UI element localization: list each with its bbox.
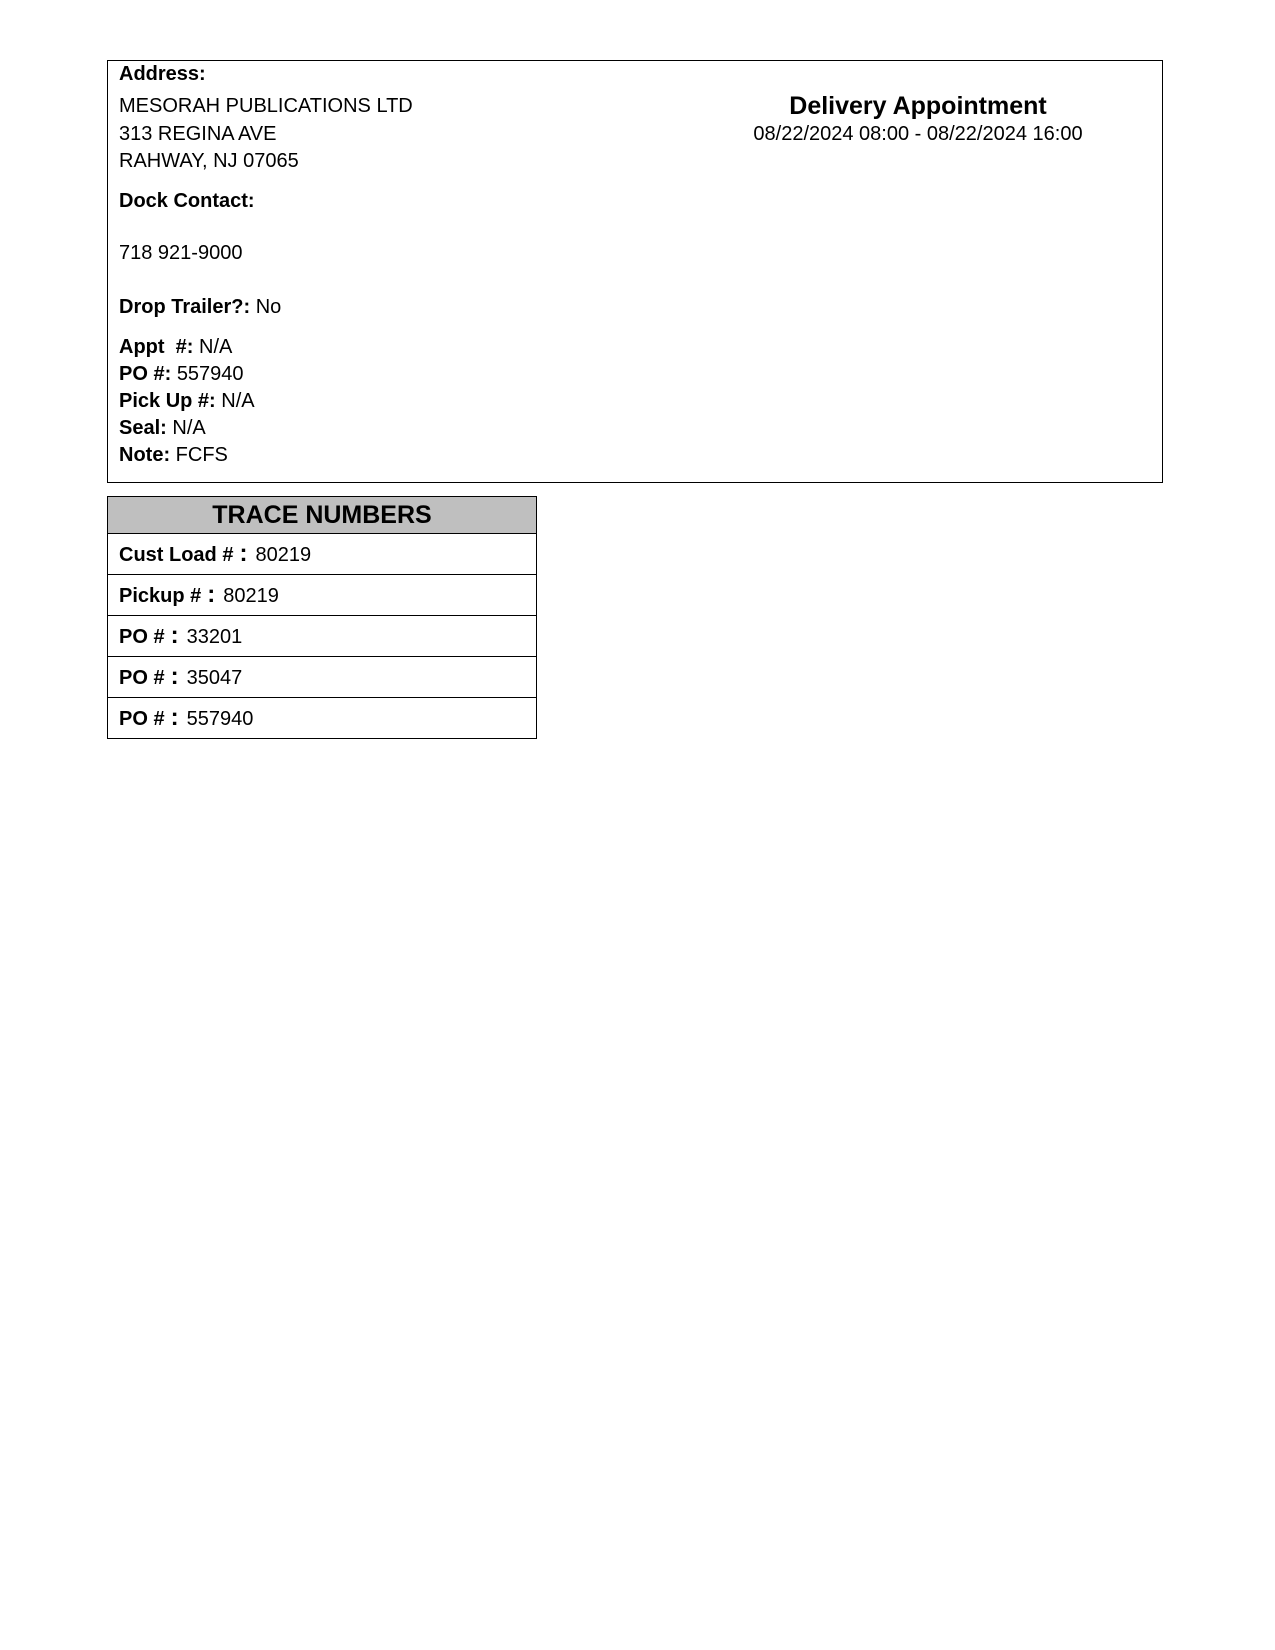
trace-value: 80219 — [255, 544, 312, 566]
drop-trailer-line — [119, 295, 281, 319]
table-row — [108, 575, 537, 616]
trace-numbers-header-row — [108, 497, 537, 534]
trace-value: 80219 — [223, 585, 279, 607]
seal-label: Seal: — [119, 417, 167, 439]
seal-value: N/A — [172, 417, 206, 439]
trace-label: PO # — [119, 667, 165, 689]
address-label: Address: — [119, 63, 206, 85]
trace-value: 35047 — [186, 667, 243, 689]
address-city: RAHWAY, NJ 07065 — [119, 150, 299, 172]
trace-separator: : — [170, 704, 179, 731]
table-row — [108, 657, 537, 698]
table-row — [108, 698, 537, 739]
trace-cell — [108, 698, 537, 739]
trace-separator: : — [170, 663, 179, 690]
pickup-number-label: Pick Up #: — [119, 390, 216, 412]
address-name: MESORAH PUBLICATIONS LTD — [119, 95, 413, 117]
drop-trailer-label: Drop Trailer?: — [119, 296, 251, 318]
trace-numbers-title: TRACE NUMBERS — [108, 497, 537, 534]
drop-trailer-value: No — [255, 296, 282, 318]
dock-contact-label-line — [119, 189, 255, 213]
trace-cell — [108, 534, 537, 575]
trace-label: Cust Load # — [119, 544, 234, 566]
trace-value: 33201 — [186, 626, 243, 648]
trace-separator: : — [239, 540, 248, 567]
trace-cell — [108, 657, 537, 698]
trace-numbers-table — [107, 496, 537, 739]
trace-separator: : — [170, 622, 179, 649]
delivery-appointment-title: Delivery Appointment — [789, 92, 1047, 120]
appt-number-label: Appt #: — [119, 336, 194, 358]
table-row — [108, 534, 537, 575]
appt-number-value: N/A — [199, 336, 233, 358]
trace-separator: : — [207, 581, 216, 608]
po-number-label: PO #: — [119, 363, 172, 385]
address-street: 313 REGINA AVE — [119, 123, 277, 145]
pickup-number-value: N/A — [221, 390, 255, 412]
note-line — [119, 443, 228, 467]
trace-label: PO # — [119, 626, 165, 648]
pickup-number-line — [119, 389, 255, 413]
trace-value: 557940 — [186, 708, 254, 730]
note-value: FCFS — [175, 444, 228, 466]
po-number-line — [119, 362, 244, 386]
delivery-appointment-window: 08/22/2024 08:00 - 08/22/2024 16:00 — [753, 123, 1083, 145]
trace-cell — [108, 616, 537, 657]
address-label-line — [119, 62, 206, 86]
trace-cell — [108, 575, 537, 616]
delivery-appointment-block — [718, 91, 1118, 147]
note-label: Note: — [119, 444, 171, 466]
dock-contact-label: Dock Contact: — [119, 190, 255, 212]
trace-label: Pickup # — [119, 585, 202, 607]
po-number-value: 557940 — [176, 363, 244, 385]
seal-line — [119, 416, 206, 440]
appt-number-line — [119, 335, 232, 359]
dock-contact-phone: 718 921-9000 — [119, 242, 243, 264]
trace-label: PO # — [119, 708, 165, 730]
delivery-info-box — [107, 60, 1163, 483]
table-row — [108, 616, 537, 657]
